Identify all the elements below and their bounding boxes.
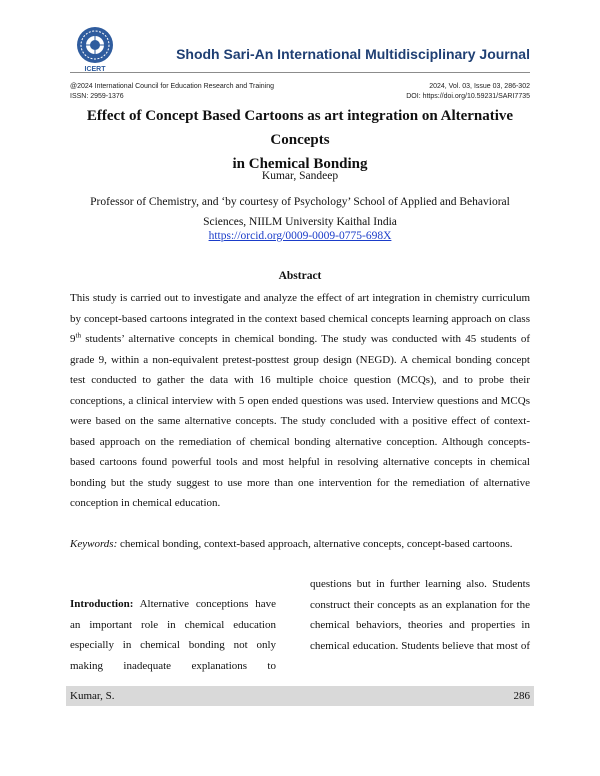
paper-title bbox=[70, 104, 530, 176]
paper-title-line-2: in Chemical Bonding bbox=[232, 156, 368, 172]
abstract-heading: Abstract bbox=[278, 270, 322, 282]
abstract-text-part-2: students’ alternative concepts in chemical bonding. The study was conducted with 45 students of grade 9, within a non-equivalent pretest-posttest group design (NEGD). A chemical bonding concept test conducted to gather the data with 16 multiple choice question (MCQs), and to probe their conceptions, a clinical interview with 5 open ended questions was used. Interview questions and MCQs were based on the same alternative concepts. The study concluded with a positive effect of context-based approach on the remediation of chemical bonding alternative conception. Although concepts-based cartoons found powerful tools and most helpful in resolving alternative concepts in chemical bonding but the study suggest to use more than one intervention for the remediation of alternative conception in chemical education. bbox=[70, 333, 530, 509]
author-name: Kumar, Sandeep bbox=[261, 170, 339, 182]
keywords-text: chemical bonding, context-based approach, alternative concepts, concept-based cartoons. bbox=[120, 538, 513, 550]
affiliation-line-2: Sciences, NIILM University Kaithal India bbox=[203, 216, 397, 228]
affiliation-line-1: Professor of Chemistry, and ‘by courtesy of Psychology’ School of Applied and Behavioral bbox=[90, 196, 510, 208]
abstract-superscript: th bbox=[75, 331, 81, 340]
page-number: 286 bbox=[513, 690, 530, 702]
author-affiliation bbox=[70, 192, 530, 232]
orcid-link[interactable]: https://orcid.org/0009-0009-0775-698X bbox=[208, 230, 392, 242]
journal-logo-icon bbox=[70, 24, 120, 74]
meta-row-2 bbox=[70, 93, 530, 100]
volume-text: 2024, Vol. 03, Issue 03, 286-302 bbox=[429, 83, 530, 90]
copyright-text: @2024 International Council for Education Research and Training bbox=[70, 83, 275, 90]
doi-text: DOI: https://doi.org/10.59231/SARI7735 bbox=[406, 93, 530, 100]
intro-heading: Introduction: bbox=[70, 598, 134, 610]
logo-text: ICERT bbox=[84, 66, 106, 73]
orcid-row bbox=[70, 230, 530, 242]
paper-title-line-1: Effect of Concept Based Cartoons as art integration on Alternative Concepts bbox=[86, 108, 514, 148]
abstract-body bbox=[70, 288, 530, 514]
keywords-block bbox=[70, 534, 530, 555]
meta-row-1 bbox=[70, 83, 530, 90]
intro-left-text: Alternative conceptions have an important role in chemical education especially in chemical bonding not only making inadequate explanations to bbox=[70, 598, 276, 672]
journal-title: Shodh Sari-An International Multidisciplinary Journal bbox=[176, 46, 530, 62]
abstract-text-part-1: This study is carried out to investigate and analyze the effect of art integration in chemistry curriculum by concept-based cartoons integrated in the context based chemical concepts learning approach on class 9 bbox=[70, 292, 530, 345]
header-divider bbox=[70, 72, 530, 73]
footer-author: Kumar, S. bbox=[70, 690, 115, 702]
keywords-label: Keywords: bbox=[70, 538, 118, 550]
issn-text: ISSN: 2959-1376 bbox=[70, 93, 124, 100]
intro-right-column: questions but in further learning also. Students construct their concepts as an explanation for the chemical behaviors, theories and properties in chemical education. Students believe that most of bbox=[310, 578, 530, 652]
intro-left-column bbox=[70, 594, 276, 676]
page-footer bbox=[66, 686, 534, 706]
